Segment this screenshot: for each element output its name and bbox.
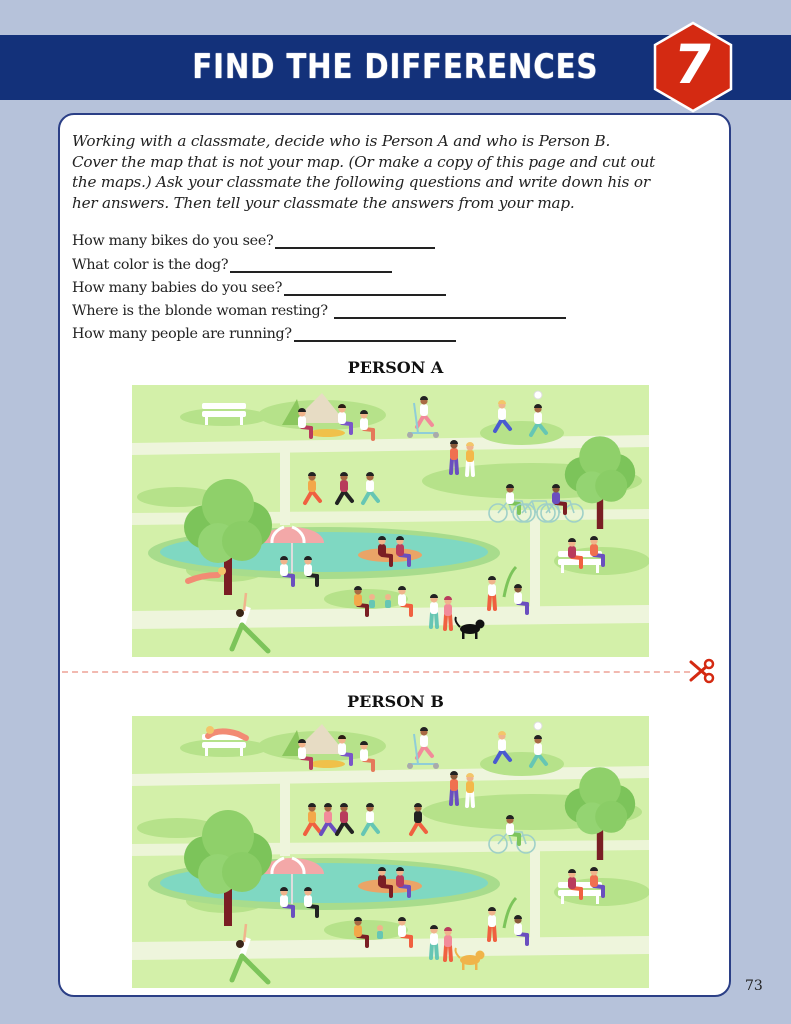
person-a-label: PERSON A [347,358,444,377]
instructions [72,131,712,213]
activity-number: 7 [669,33,717,96]
question-text: How many babies do you see? [72,279,283,296]
instruction-line: her answers. Then tell your classmate the answers from your map. [72,193,575,212]
question-list [72,226,566,342]
question-text: How many people are running? [72,326,292,343]
question-row [72,249,566,272]
answer-blank[interactable] [230,257,392,273]
answer-blank[interactable] [334,303,566,319]
question-row [72,273,566,296]
person-b-label: PERSON B [347,692,444,711]
question-text: Where is the blonde woman resting? [72,303,328,320]
answer-blank[interactable] [275,233,435,249]
scissors-icon [688,658,716,684]
activity-number-badge [652,21,734,113]
answer-blank[interactable] [284,280,446,296]
cut-line [62,671,690,673]
question-row [72,319,566,342]
page-title: FIND THE DIFFERENCES [192,47,599,87]
park-map-person-b [132,716,649,988]
instruction-line: the maps.) Ask your classmate the following questions and write down his or [72,173,650,191]
instruction-line: Cover the map that is not your map. (Or make a copy of this page and cut out [72,152,656,171]
question-text: What color is the dog? [72,256,229,273]
page-number: 73 [745,978,763,994]
question-row [72,296,566,319]
park-map-person-a [132,385,649,657]
question-text: How many bikes do you see? [72,233,274,250]
question-row [72,226,566,249]
instruction-line: Working with a classmate, decide who is Person A and who is Person B. [72,132,611,150]
answer-blank[interactable] [294,326,456,342]
